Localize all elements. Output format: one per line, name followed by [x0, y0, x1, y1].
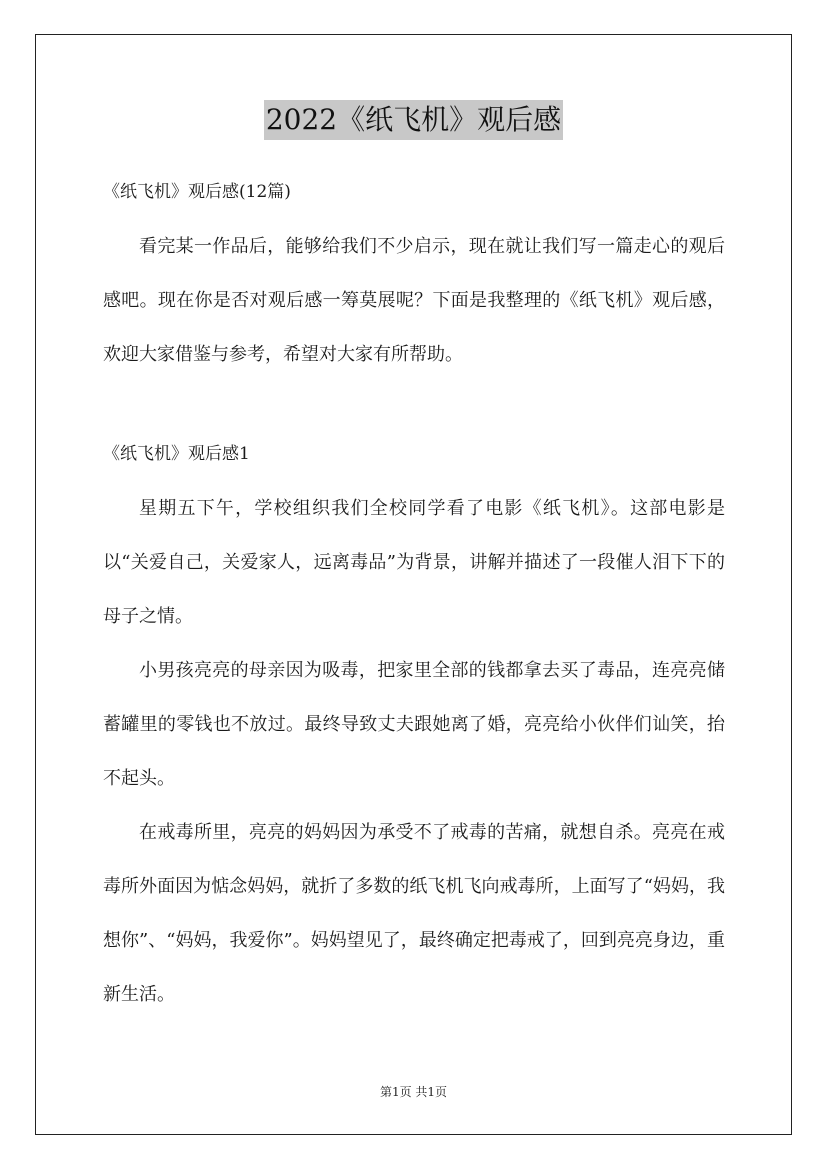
title-container: [0, 100, 827, 140]
body-paragraph: 星期五下午，学校组织我们全校同学看了电影《纸飞机》。这部电影是以“关爱自己，关爱家人，远离毒品”为背景，讲解并描述了一段催人泪下下的母子之情。: [103, 498, 725, 627]
document-subtitle: 《纸飞机》观后感(12篇): [103, 182, 291, 202]
intro-paragraph: 看完某一作品后，能够给我们不少启示，现在就让我们写一篇走心的观后感吧。现在你是否对观后感一筹莫展呢？下面是我整理的《纸飞机》观后感，欢迎大家借鉴与参考，希望对大家有所帮助。: [103, 236, 725, 365]
document-title: 2022《纸飞机》观后感: [264, 100, 563, 140]
document-body: [103, 170, 725, 1022]
body-paragraph: 小男孩亮亮的母亲因为吸毒，把家里全部的钱都拿去买了毒品，连亮亮储蓄罐里的零钱也不放过。最终导致丈夫跟她离了婚，亮亮给小伙伴们讪笑，抬不起头。: [103, 660, 725, 789]
page-footer: 第1页 共1页: [379, 1085, 448, 1099]
body-paragraph: 在戒毒所里，亮亮的妈妈因为承受不了戒毒的苦痛，就想自杀。亮亮在戒毒所外面因为惦念妈妈，就折了多数的纸飞机飞向戒毒所，上面写了“妈妈，我想你”、“妈妈，我爱你”。妈妈望见了，最终确定把毒戒了，回到亮亮身边，重新生活。: [103, 822, 725, 1005]
section-gap: [103, 382, 725, 432]
section-heading: 《纸飞机》观后感1: [103, 444, 250, 464]
